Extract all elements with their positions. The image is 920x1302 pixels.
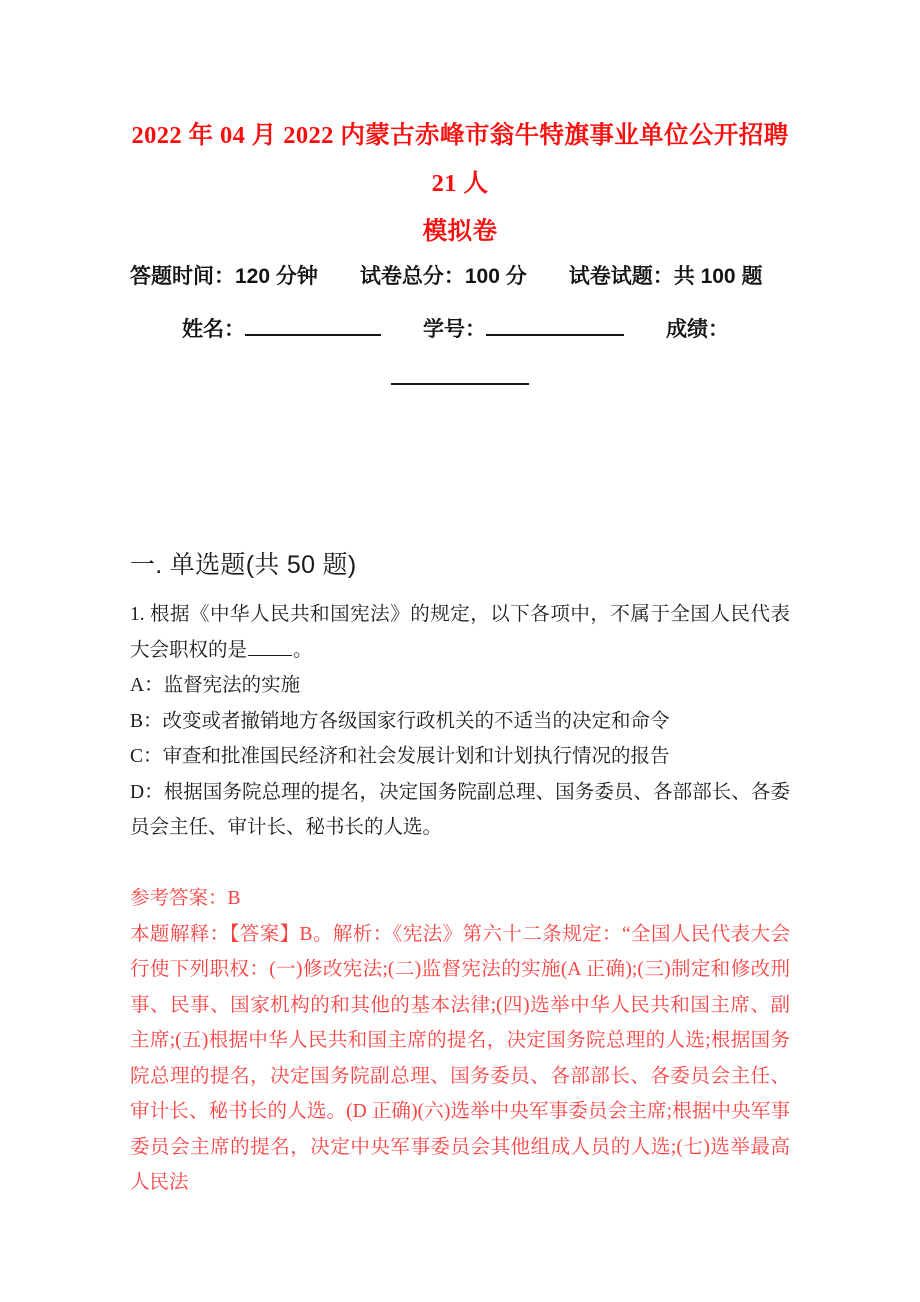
option-a[interactable]: A：监督宪法的实施 — [130, 675, 301, 696]
question-stem — [130, 597, 790, 668]
exam-identity-line — [130, 318, 790, 342]
identity-gap-2 — [624, 318, 666, 341]
question-stem-text: 1. 根据《中华人民共和国宪法》的规定，以下各项中，不属于全国人民代表大会职权的是 — [130, 604, 790, 661]
question-blank-rule — [248, 641, 292, 656]
answer-gap-spacer — [130, 846, 790, 882]
document-title-line-2: 模拟卷 — [422, 218, 498, 245]
document-title — [130, 112, 790, 256]
score-write-in-row — [130, 368, 790, 390]
reference-answer-label: 参考答案： — [130, 888, 228, 909]
exam-info-line: 答题时间：120 分钟 试卷总分：100 分 试卷试题：共 100 题 — [130, 265, 763, 288]
score-write-in-rule[interactable] — [391, 368, 529, 385]
question-stem-suffix: 。 — [293, 639, 313, 661]
score-label: 成绩： — [666, 318, 729, 341]
option-d[interactable]: D：根据国务院总理的提名，决定国务院副总理、国务委员、各部部长、各委员会主任、审计长、秘书长的人选。 — [130, 781, 790, 838]
reference-answer — [130, 881, 790, 917]
document-title-line-1: 2022 年 04 月 2022 内蒙古赤峰市翁牛特旗事业单位公开招聘 21 人 — [131, 122, 789, 197]
section-heading-single-choice: 一. 单选题(共 50 题) — [130, 551, 357, 579]
student-id-label: 学号： — [423, 318, 486, 341]
reference-answer-value: B — [227, 888, 241, 909]
name-write-in-rule[interactable] — [245, 319, 381, 336]
name-label: 姓名： — [182, 318, 245, 341]
option-c[interactable]: C：审查和批准国民经济和社会发展计划和计划执行情况的报告 — [130, 746, 670, 767]
student-id-write-in-rule[interactable] — [486, 319, 624, 336]
option-b[interactable]: B：改变或者撤销地方各级国家行政机关的不适当的决定和命令 — [130, 710, 670, 732]
question-answer-block — [130, 597, 790, 1201]
answer-explanation: 本题解释：【答案】B。解析：《宪法》第六十二条规定：“全国人民代表大会行使下列职权：(一)修改宪法;(二)监督宪法的实施(A 正确);(三)制定和修改刑事、民事、国家机构的和其他的基本法律;(四)选举中华人民共和国主席、副主席;(五)根据中华人民共和国主席的提名，决定国务院总理的人选;根据国务院总理的提名，决定国务院副总理、国务委员、各部部长、各委员会主任、审计长、秘书长的人选。(D 正确)(六)选举中央军事委员会主席;根据中央军事委员会主席的提名，决定中央军事委员会其他组成人员的人选;(七)选举最高人民法 — [130, 923, 790, 1193]
identity-gap-1 — [381, 318, 423, 341]
